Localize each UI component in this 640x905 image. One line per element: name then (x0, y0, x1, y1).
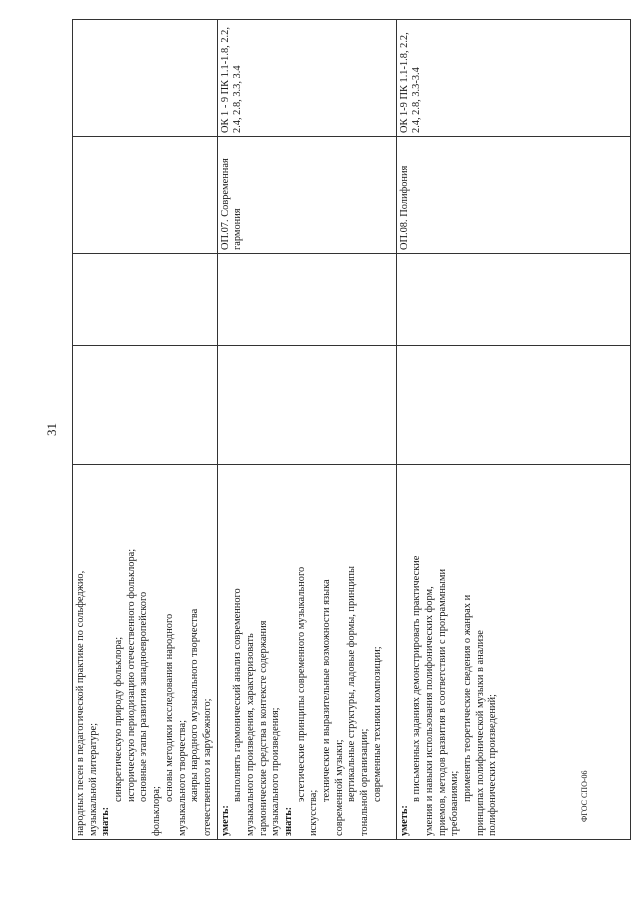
requirements-cell (217, 465, 396, 840)
requirement-line: основы методики исследования народного (163, 613, 175, 802)
hours-cell (73, 254, 218, 346)
footer-standard-code: ФГОС СПО-06 (580, 770, 589, 822)
requirement-line: музыкального произведения; (270, 707, 282, 836)
requirement-line: вертикальные структуры, ладовые формы, принципы (346, 566, 358, 802)
requirements-cell (396, 465, 630, 840)
requirement-line: умения и навыки использования полифонических форм, (423, 586, 435, 836)
requirement-line: эстетические принципы современного музыкального (295, 566, 307, 802)
requirement-line: жанры народного музыкального творчества (189, 608, 201, 802)
requirement-line: применять теоретические сведения о жанрах и (462, 594, 473, 802)
requirement-line: выполнять гармонический анализ современного (232, 588, 244, 802)
competencies-cell: ОК 1-9 ПК 1.1-1.8, 2.2, 2.4, 2.8, 3.3-3.4 (396, 20, 630, 137)
requirement-line: музыкального произведения, характеризовать (244, 633, 256, 836)
hours-cell (396, 346, 630, 465)
discipline-cell: ОП.07. Современная гармония (217, 137, 396, 254)
requirement-line: современной музыки; (333, 739, 345, 836)
discipline-cell: ОП.08. Полифония (396, 137, 630, 254)
requirement-line: историческую периодизацию отечественного фольклора; (125, 548, 137, 802)
requirement-line: музыкальной литературе; (87, 722, 99, 836)
requirement-line: синкретическую природу фольклора; (113, 636, 125, 802)
requirement-line: отечественного и зарубежного; (201, 698, 213, 836)
requirement-line: музыкального творчества; (176, 720, 188, 836)
section-label: знать: (283, 806, 294, 836)
section-label: знать: (100, 806, 112, 836)
requirement-line: полифонических произведений; (487, 694, 499, 836)
table-row (73, 20, 218, 840)
requirement-line: гармонические средства в контексте содержания (257, 620, 269, 836)
hours-cell (217, 254, 396, 346)
requirement-line: искусства; (308, 789, 320, 836)
section-label: уметь: (398, 805, 410, 836)
competencies-cell: ОК 1 - 9 ПК 1.1-1.8, 2.2, 2.4, 2.8, 3.3, 3.4 (217, 20, 396, 137)
competency-table-rotated (72, 27, 617, 840)
competency-table (72, 19, 631, 840)
hours-cell (73, 346, 218, 465)
requirement-line: принципах полифонической музыки в анализе (474, 630, 486, 836)
requirements-cell (73, 465, 218, 840)
requirement-line: требованиями; (449, 770, 461, 836)
requirement-line: фольклора; (151, 786, 163, 836)
requirement-line: тональной организации; (359, 728, 371, 836)
discipline-cell (73, 137, 218, 254)
table-row (396, 20, 630, 840)
requirement-line: приемов, методов развития в соответствии с программными (436, 568, 448, 836)
hours-cell (217, 346, 396, 465)
competencies-cell (73, 20, 218, 137)
section-label: уметь: (219, 805, 231, 836)
hours-cell (396, 254, 630, 346)
requirement-line: основные этапы развития западноевропейского (138, 591, 150, 802)
requirement-line: технические и выразительные возможности языка (321, 579, 333, 802)
requirement-line: в письменных заданиях демонстрировать практические (411, 555, 423, 802)
requirement-line: современные техники композиции; (371, 646, 383, 802)
page-number: 31 (44, 423, 59, 436)
requirement-line: народных песен в педагогической практике по сольфеджио, (75, 570, 86, 836)
table-row (217, 20, 396, 840)
